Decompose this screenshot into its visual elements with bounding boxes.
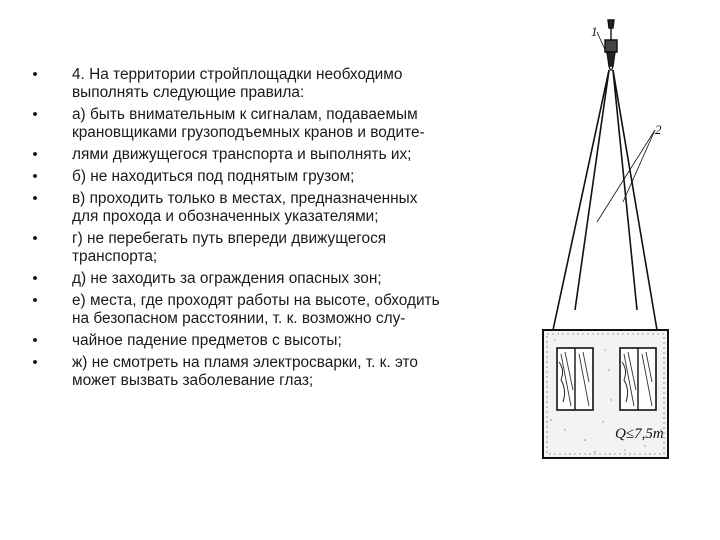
load-capacity-label: Q≤7,5т: [615, 426, 664, 442]
bullet-icon: •: [32, 106, 38, 123]
sling-lines: [553, 70, 657, 330]
list-item-text: 4. На территории стройплощадки необходимо выполнять следующие правила:: [72, 66, 403, 101]
list-item: [28, 146, 510, 164]
list-item-text: д) не заходить за ограждения опасных зон;: [72, 270, 382, 287]
crane-load-illustration: [525, 10, 675, 465]
list-item: [28, 106, 510, 142]
bullet-icon: •: [32, 354, 38, 371]
bullet-icon: •: [32, 66, 38, 83]
list-item: [28, 168, 510, 186]
rules-list: [28, 66, 510, 394]
figure-label-1: 1: [591, 24, 598, 39]
list-item: [28, 354, 510, 390]
list-item: [28, 190, 510, 226]
leader-line: [623, 130, 655, 202]
list-item: [28, 230, 510, 266]
crane-hook-icon: [605, 20, 617, 70]
list-item: [28, 292, 510, 328]
list-item-text: б) не находиться под поднятым грузом;: [72, 168, 355, 185]
bullet-icon: •: [32, 146, 38, 163]
bullet-icon: •: [32, 332, 38, 349]
bullet-icon: •: [32, 270, 38, 287]
window-left: [557, 348, 593, 410]
list-item-text: а) быть внимательным к сигналам, подаваемым крановщиками грузоподъемных кранов и водите-: [72, 106, 425, 141]
list-item: [28, 332, 510, 350]
list-item: [28, 66, 510, 102]
list-item: [28, 270, 510, 288]
list-item-text: чайное падение предметов с высоты;: [72, 332, 342, 349]
bullet-icon: •: [32, 230, 38, 247]
bullet-icon: •: [32, 190, 38, 207]
bullet-icon: •: [32, 168, 38, 185]
bullet-icon: •: [32, 292, 38, 309]
figure-label-2: 2: [655, 122, 662, 137]
list-item-text: лями движущегося транспорта и выполнять их;: [72, 146, 412, 163]
list-item-text: е) места, где проходят работы на высоте, обходить на безопасном расстоянии, т. к. возможно слу-: [72, 292, 440, 327]
window-right: [620, 348, 656, 410]
list-item-text: г) не перебегать путь впереди движущегося транспорта;: [72, 230, 387, 265]
list-item-text: в) проходить только в местах, предназначенных для прохода и обозначенных указателями;: [72, 190, 418, 225]
list-item-text: ж) не смотреть на пламя электросварки, т. к. это может вызвать заболевание глаз;: [72, 354, 418, 389]
